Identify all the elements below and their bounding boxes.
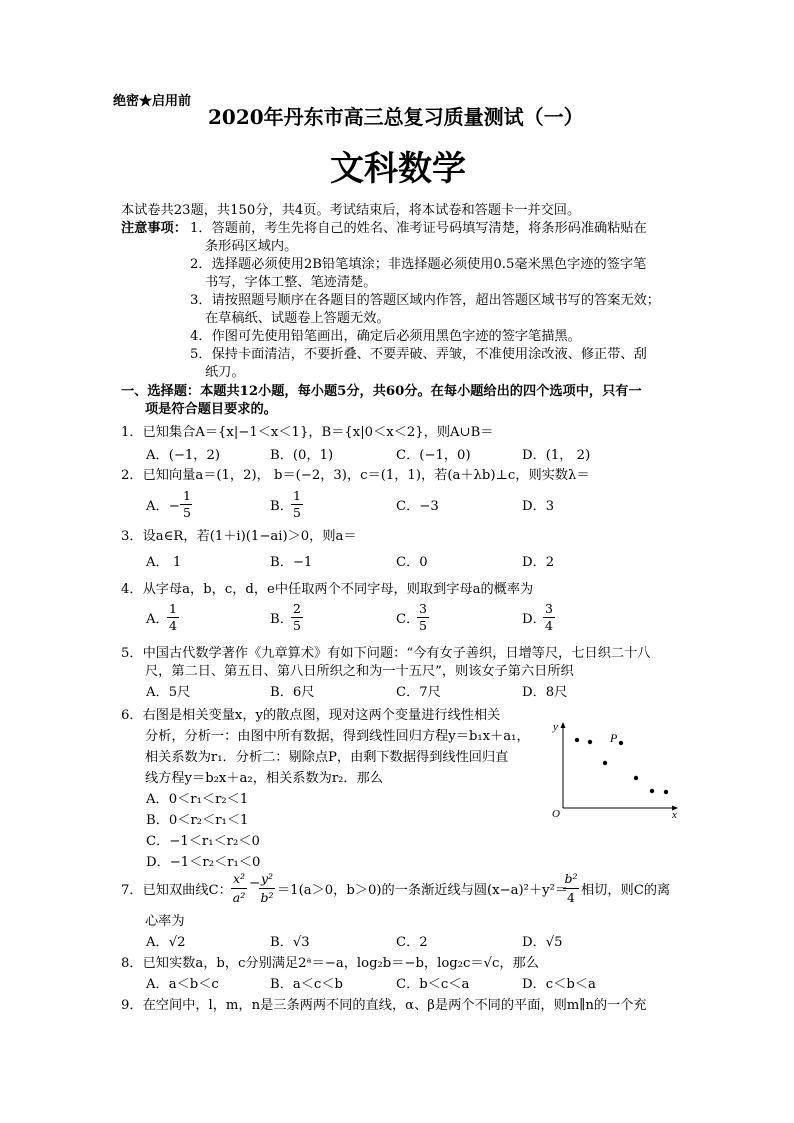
q7-option-a: A．√2 xyxy=(146,935,186,950)
question-5-line1: 5．中国古代数学著作《九章算术》有如下问题：“今有女子善织，日增等尺，七日织二十八 xyxy=(121,646,651,661)
q8-option-c: C．b＜c＜a xyxy=(396,977,470,992)
note-line: 纸刀。 xyxy=(205,365,245,380)
note-line: 3．请按照题号顺序在各题目的答题区域内作答，超出答题区域书写的答案无效； xyxy=(190,293,660,308)
secret-label: 绝密★启用前 xyxy=(113,94,192,109)
fraction-bar xyxy=(231,888,247,889)
q6-option-c: C．−1＜r₁＜r₂＜0 xyxy=(146,834,260,849)
q4-option-c: C． xyxy=(396,612,420,627)
y-axis-label: y xyxy=(553,721,558,733)
scatter-figure xyxy=(548,716,688,822)
q6-option-b: B．0＜r₂＜r₁＜1 xyxy=(146,813,249,828)
q4-d-numerator: 3 xyxy=(545,601,553,616)
question-7-line2: 心率为 xyxy=(145,914,185,929)
question-3-stem: 3．设a∈R，若(1＋i)(1−ai)＞0，则a＝ xyxy=(121,529,357,544)
exam-title: 2020年丹东市高三总复习质量测试（一） xyxy=(208,105,584,129)
question-1-stem: 1．已知集合A＝{x|−1＜x＜1}，B＝{x|0＜x＜2}，则A∪B＝ xyxy=(121,425,494,440)
q4-c-denominator: 5 xyxy=(419,618,427,633)
q7-four: 4 xyxy=(567,890,575,905)
q1-option-c: C．(−1，0) xyxy=(396,448,471,463)
q1-option-a: A．(−1，2) xyxy=(146,448,221,463)
question-5-line2: 尺，第二日、第五日、第八日所织之和为一十五尺”，则该女子第六日所织 xyxy=(145,664,574,679)
note-line: 条形码区域内。 xyxy=(205,239,298,254)
q4-a-numerator: 1 xyxy=(169,601,177,616)
q3-option-d: D．2 xyxy=(522,555,555,570)
q2-a-numerator: 1 xyxy=(183,488,191,503)
q2-option-d: D．3 xyxy=(522,499,555,514)
q4-a-denominator: 4 xyxy=(169,618,177,633)
q8-option-a: A．a＜b＜c xyxy=(146,977,219,992)
q3-option-c: C．0 xyxy=(396,555,428,570)
q4-b-denominator: 5 xyxy=(293,618,301,633)
q8-option-b: B．a＜c＜b xyxy=(270,977,343,992)
question-9-stem: 9．在空间中，l，m，n是三条两两不同的直线，α、β是两个不同的平面，则m∥n的一个充 xyxy=(121,998,647,1013)
q4-option-d: D． xyxy=(522,612,546,627)
section-heading: 一、选择题：本题共12小题，每小题5分，共60分。在每小题给出的四个选项中，只有一 xyxy=(121,384,642,399)
question-6-line1: 6．右图是相关变量x，y的散点图，现对这两个变量进行线性相关 xyxy=(121,708,501,723)
q7-b2-numerator: b² xyxy=(564,871,578,886)
subject-title: 文科数学 xyxy=(330,149,466,189)
q5-option-a: A．5尺 xyxy=(146,685,191,700)
q2-option-b: B． xyxy=(270,499,293,514)
section-heading-cont: 项是符合题目要求的。 xyxy=(145,402,277,417)
q1-option-d: D．(1， 2) xyxy=(522,448,591,463)
x-axis-label: x xyxy=(672,809,677,821)
q7-y2: y² xyxy=(260,871,274,886)
q2-a-denominator: 5 xyxy=(183,505,191,520)
scatter-point xyxy=(650,789,654,793)
point-p-label: P xyxy=(610,731,618,745)
q7-minus: − xyxy=(249,876,261,891)
q2-option-c: C．−3 xyxy=(396,499,439,514)
scatter-point xyxy=(664,790,668,794)
fraction-bar xyxy=(563,888,579,889)
note-line: 5．保持卡面清洁，不要折叠、不要弄破、弄皱，不准使用涂改液、修正带、刮 xyxy=(190,347,647,362)
question-6-line2: 分析，分析一：由图中所有数据，得到线性回归方程y＝b₁x＋a₁， xyxy=(145,729,530,744)
scatter-point xyxy=(603,761,607,765)
q7-option-d: D．√5 xyxy=(522,935,563,950)
q5-option-d: D．8尺 xyxy=(522,685,568,700)
q7-option-c: C．2 xyxy=(396,935,428,950)
q4-option-a: A． xyxy=(146,612,169,627)
scatter-point xyxy=(588,740,592,744)
scatter-point-p xyxy=(619,741,623,745)
q4-b-numerator: 2 xyxy=(293,601,301,616)
q2-b-numerator: 1 xyxy=(293,488,301,503)
question-2-stem: 2．已知向量a＝(1，2)， b＝(−2，3)，c＝(1，1)，若(a＋λb)⊥c，则实数λ＝ xyxy=(121,468,590,483)
question-7-prefix: 7．已知双曲线C： xyxy=(121,883,232,898)
q5-option-c: C．7尺 xyxy=(396,685,441,700)
note-line: 2．选择题必须使用2B铅笔填涂；非选择题必须使用0.5毫米黑色字迹的签字笔 xyxy=(190,257,647,272)
q7-option-b: B．√3 xyxy=(270,935,310,950)
q8-option-d: D．c＜b＜a xyxy=(522,977,596,992)
q1-option-b: B．(0，1) xyxy=(270,448,334,463)
q2-b-denominator: 5 xyxy=(293,505,301,520)
intro-text: 本试卷共23题，共150分，共4页。考试结束后，将本试卷和答题卡一并交回。 xyxy=(121,203,581,218)
q3-option-b: B．−1 xyxy=(270,555,313,570)
scatter-point xyxy=(575,738,579,742)
q6-option-d: D．−1＜r₂＜r₁＜0 xyxy=(146,855,261,870)
q4-c-numerator: 3 xyxy=(419,601,427,616)
question-7-rest: ＝1(a＞0，b＞0)的一条渐近线与圆(x−a)²＋y²＝ xyxy=(277,883,569,898)
question-6-line3: 相关系数为r₁．分析二：剔除点P，由剩下数据得到线性回归直 xyxy=(145,750,509,765)
note-line: 1．答题前，考生先将自己的姓名、准考证号码填写清楚，将条形码准确粘贴在 xyxy=(190,221,647,236)
q3-option-a: A． 1 xyxy=(146,555,182,570)
q7-a2: a² xyxy=(232,890,246,905)
y-axis-arrow xyxy=(561,722,566,728)
origin-label: O xyxy=(552,808,560,820)
q5-option-b: B．6尺 xyxy=(270,685,315,700)
question-4-stem: 4．从字母a，b，c，d，e中任取两个不同字母，则取到字母a的概率为 xyxy=(121,582,534,597)
note-line: 在草稿纸、试题卷上答题无效。 xyxy=(205,311,390,326)
question-6-line4: 线方程y＝b₂x＋a₂，相关系数为r₂．那么 xyxy=(145,771,383,786)
q2-option-a: A．− xyxy=(146,499,180,514)
note-line: 书写，字体工整、笔迹清楚。 xyxy=(205,275,377,290)
note-line: 4．作图可先使用铅笔画出，确定后必须用黑色字迹的签字笔描黑。 xyxy=(190,329,581,344)
q4-option-b: B． xyxy=(270,612,293,627)
scatter-point xyxy=(634,776,638,780)
q7-b2: b² xyxy=(260,890,274,905)
fraction-bar xyxy=(259,888,275,889)
question-8-stem: 8．已知实数a，b，c分别满足2ᵃ＝−a，log₂b＝−b，log₂c＝√c，那么 xyxy=(121,956,539,971)
q6-option-a: A．0＜r₁＜r₂＜1 xyxy=(146,792,249,807)
notes-label: 注意事项： xyxy=(121,221,187,236)
q4-d-denominator: 4 xyxy=(545,618,553,633)
question-7-tail: 相切，则C的离 xyxy=(581,883,671,898)
q7-x2: x² xyxy=(232,871,246,886)
